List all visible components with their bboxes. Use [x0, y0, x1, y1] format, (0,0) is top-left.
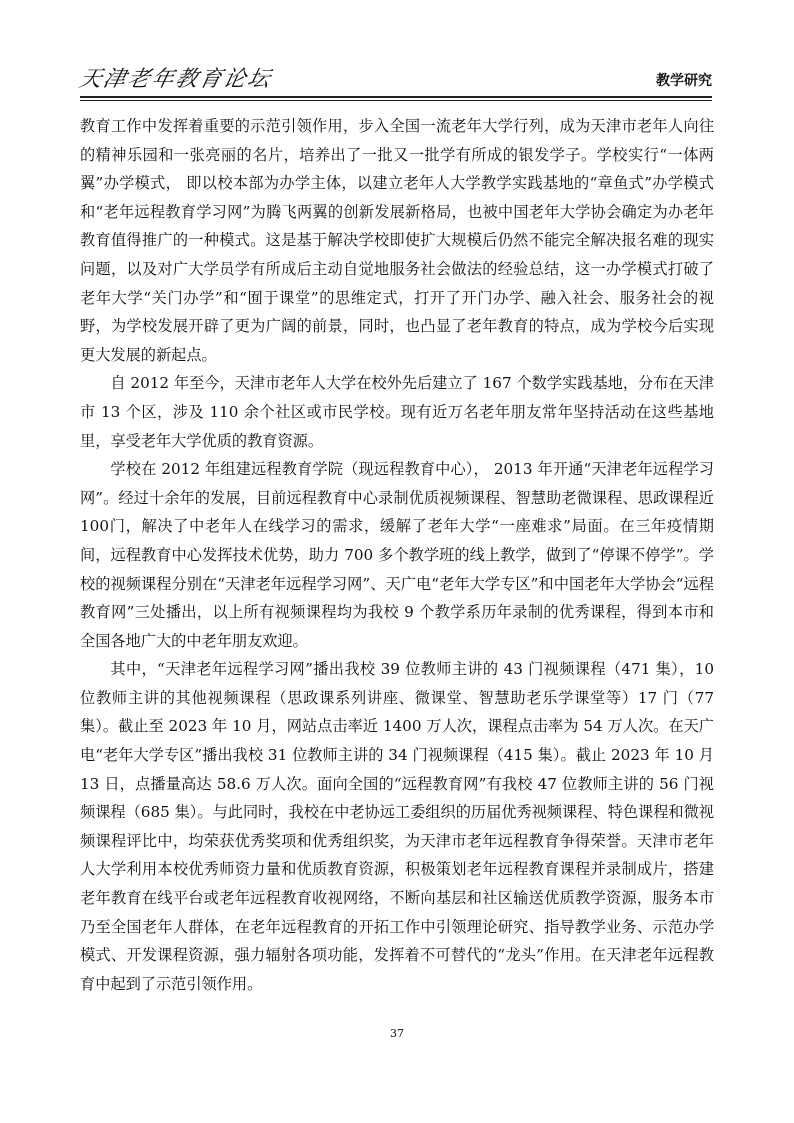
section-title: 教学研究 — [656, 72, 712, 88]
header-rule-thin — [80, 100, 712, 101]
header-rule-thick — [80, 96, 712, 98]
page-number: 37 — [390, 1027, 404, 1040]
paragraph-3: 学校在 2012 年组建远程教育学院（现远程教育中心）， 2013 年开通“天津老年远程学习网”。经过十余年的发展，目前远程教育中心录制优质视频课程、智慧助老微课程、思政课程近 100门，解决了中老年人在线学习的需求，缓解了老年大学“一座难求”局面。在三年疫情期间，远程教育中心发挥技术优势，助力 700 多个教学班的线上教学，做到了“停课不停学”。学校的视频课程分别在“天津老年远程学习网”、天广电“老年大学专区”和中国老年大学协会“远程教育网”三处播出，以上所有视频课程均为我校 9 个教学系历年录制的优秀课程，得到本市和全国各地广大的中老年朋友欢迎。 — [80, 460, 714, 650]
paragraph-4: 其中，“天津老年远程学习网”播出我校 39 位教师主讲的 43 门视频课程（471 集），10 位教师主讲的其他视频课程（思政课系列讲座、微课堂、智慧助老乐学课堂等）17 门（77 集）。截止至 2023 年 10 月，网站点击率近 1400 万人次，课程点击率为 54 万人次。在天广电“老年大学专区”播出我校 31 位教师主讲的 34 门视频课程（415 集）。截止 2023 年 10 月 13 日，点播量高达 58.6 万人次。面向全国的“远程教育网”有我校 47 位教师主讲的 56 门视频课程（685 集）。与此同时，我校在中老协远工委组织的历届优秀视频课程、特色课程和微视频课程评比中，均荣获优秀奖项和优秀组织奖，为天津市老年远程教育争得荣誉。天津市老年人大学利用本校优秀师资力量和优质教育资源，积极策划老年远程教育课程并录制成片，搭建老年教育在线平台或老年远程教育收视网络，不断向基层和社区输送优质教学资源，服务本市乃至全国老年人群体，在老年远程教育的开拓工作中引领理论研究、指导教学业务、示范办学模式、开发课程资源，强力辐射各项功能，发挥着不可替代的“龙头”作用。在天津老年远程教育中起到了示范引领作用。 — [80, 660, 714, 993]
paragraph-1: 教育工作中发挥着重要的示范引领作用，步入全国一流老年大学行列，成为天津市老年人向往的精神乐园和一张亮丽的名片，培养出了一批又一批学有所成的银发学子。学校实行“一体两翼”办学模式， 即以校本部为办学主体，以建立老年人大学教学实践基地的“章鱼式”办学模式和“老年远程教育学习网”为腾飞两翼的创新发展新格局，也被中国老年大学协会确定为办老年教育值得推广的一种模式。这是基于解决学校即使扩大规模后仍然不能完全解决报名难的现实问题，以及对广大学员学有所成后主动自觉地服务社会做法的经验总结，这一办学模式打破了老年大学“关门办学”和“囿于课堂”的思维定式，打开了开门办学、融入社会、服务社会的视野，为学校发展开辟了更为广阔的前景，同时，也凸显了老年教育的特点，成为学校今后实现更大发展的新起点。 — [80, 117, 714, 364]
journal-logo: 天津老年教育论坛 — [76, 67, 275, 92]
page-header — [76, 62, 712, 96]
paragraph-2: 自 2012 年至今，天津市老年人大学在校外先后建立了 167 个数学实践基地，分布在天津市 13 个区，涉及 110 余个社区或市民学校。现有近万名老年朋友常年坚持活动在这些基地里，享受老年大学优质的教育资源。 — [80, 374, 714, 450]
body-text — [80, 112, 714, 998]
